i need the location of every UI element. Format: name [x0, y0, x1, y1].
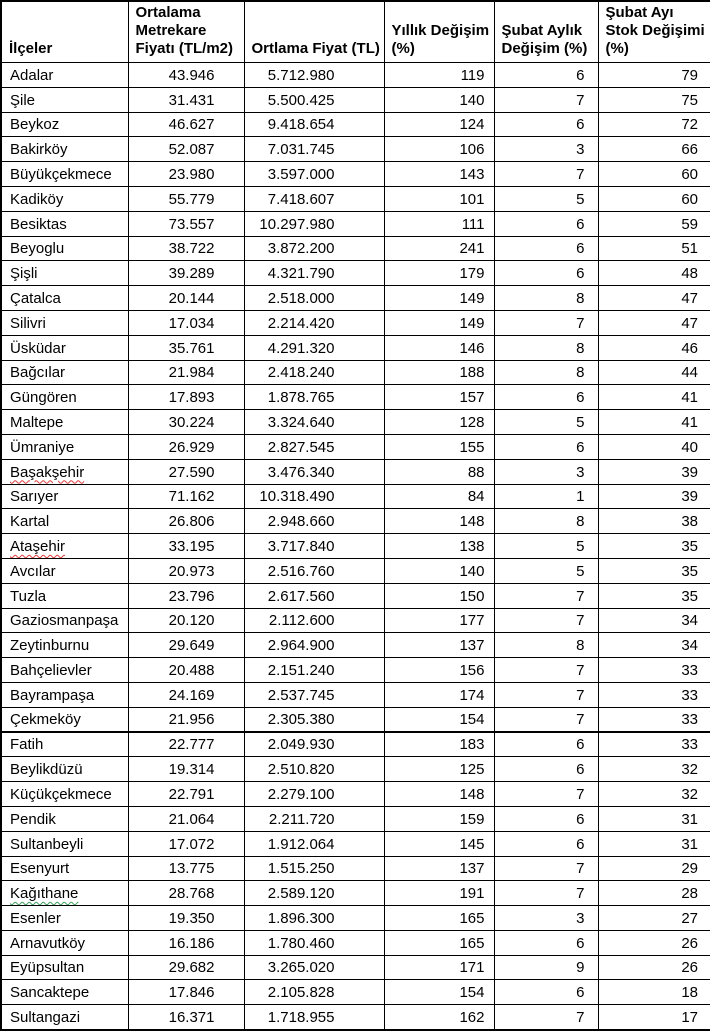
yearly-change-cell: 145 [384, 831, 494, 856]
avg-price-cell: 1.718.955 [244, 1005, 384, 1030]
monthly-change-cell: 7 [494, 682, 598, 707]
m2-price-cell: 26.806 [128, 509, 244, 534]
monthly-change-cell: 6 [494, 112, 598, 137]
stock-change-cell: 18 [598, 980, 710, 1005]
district-name-cell: Silivri [1, 310, 128, 335]
avg-price-cell: 2.537.745 [244, 682, 384, 707]
yearly-change-cell: 183 [384, 732, 494, 757]
table-row [1, 434, 710, 459]
monthly-change-cell: 6 [494, 63, 598, 88]
avg-price-cell: 2.112.600 [244, 608, 384, 633]
stock-change-cell: 46 [598, 335, 710, 360]
monthly-change-cell: 8 [494, 509, 598, 534]
stock-change-cell: 44 [598, 360, 710, 385]
avg-price-cell: 1.896.300 [244, 906, 384, 931]
yearly-change-cell: 171 [384, 955, 494, 980]
stock-change-cell: 66 [598, 137, 710, 162]
avg-price-cell: 2.279.100 [244, 782, 384, 807]
table-row [1, 881, 710, 906]
yearly-change-cell: 119 [384, 63, 494, 88]
district-name-cell: Ataşehir [1, 534, 128, 559]
yearly-change-cell: 149 [384, 310, 494, 335]
avg-price-cell: 1.780.460 [244, 930, 384, 955]
district-name-cell: Bayrampaşa [1, 682, 128, 707]
stock-change-cell: 34 [598, 633, 710, 658]
district-name-cell: Arnavutköy [1, 930, 128, 955]
table-row [1, 534, 710, 559]
stock-change-cell: 34 [598, 608, 710, 633]
m2-price-cell: 26.929 [128, 434, 244, 459]
m2-price-cell: 55.779 [128, 186, 244, 211]
monthly-change-cell: 7 [494, 608, 598, 633]
table-row [1, 286, 710, 311]
stock-change-cell: 26 [598, 930, 710, 955]
monthly-change-cell: 8 [494, 286, 598, 311]
stock-change-cell: 27 [598, 906, 710, 931]
stock-change-cell: 41 [598, 385, 710, 410]
avg-price-cell: 3.872.200 [244, 236, 384, 261]
stock-change-cell: 33 [598, 682, 710, 707]
m2-price-cell: 20.120 [128, 608, 244, 633]
district-name-cell: Eyüpsultan [1, 955, 128, 980]
avg-price-cell: 4.291.320 [244, 335, 384, 360]
table-row [1, 856, 710, 881]
stock-change-cell: 59 [598, 211, 710, 236]
district-name-cell: Esenler [1, 906, 128, 931]
m2-price-cell: 38.722 [128, 236, 244, 261]
district-name-cell: Esenyurt [1, 856, 128, 881]
yearly-change-cell: 150 [384, 583, 494, 608]
m2-price-cell: 20.973 [128, 558, 244, 583]
monthly-change-cell: 8 [494, 633, 598, 658]
stock-change-cell: 35 [598, 558, 710, 583]
yearly-change-cell: 149 [384, 286, 494, 311]
avg-price-cell: 2.617.560 [244, 583, 384, 608]
avg-price-cell: 4.321.790 [244, 261, 384, 286]
district-name-cell: Küçükçekmece [1, 782, 128, 807]
avg-price-cell: 7.031.745 [244, 137, 384, 162]
stock-change-cell: 47 [598, 286, 710, 311]
district-name-cell: Zeytinburnu [1, 633, 128, 658]
yearly-change-cell: 111 [384, 211, 494, 236]
stock-change-cell: 17 [598, 1005, 710, 1030]
avg-price-cell: 10.318.490 [244, 484, 384, 509]
monthly-change-cell: 3 [494, 137, 598, 162]
monthly-change-cell: 7 [494, 856, 598, 881]
table-row [1, 1005, 710, 1030]
table-row [1, 211, 710, 236]
yearly-change-cell: 155 [384, 434, 494, 459]
m2-price-cell: 24.169 [128, 682, 244, 707]
district-name-cell: Sultangazi [1, 1005, 128, 1030]
m2-price-cell: 22.791 [128, 782, 244, 807]
monthly-change-cell: 5 [494, 186, 598, 211]
table-row [1, 410, 710, 435]
m2-price-cell: 17.846 [128, 980, 244, 1005]
district-name-cell: Bahçelievler [1, 658, 128, 683]
stock-change-cell: 26 [598, 955, 710, 980]
monthly-change-cell: 6 [494, 261, 598, 286]
avg-price-cell: 2.049.930 [244, 732, 384, 757]
monthly-change-cell: 7 [494, 707, 598, 732]
district-name-cell: Çekmeköy [1, 707, 128, 732]
yearly-change-cell: 140 [384, 87, 494, 112]
m2-price-cell: 21.956 [128, 707, 244, 732]
monthly-change-cell: 6 [494, 434, 598, 459]
m2-price-cell: 17.072 [128, 831, 244, 856]
monthly-change-cell: 5 [494, 558, 598, 583]
avg-price-cell: 2.151.240 [244, 658, 384, 683]
yearly-change-cell: 138 [384, 534, 494, 559]
m2-price-cell: 28.768 [128, 881, 244, 906]
m2-price-cell: 31.431 [128, 87, 244, 112]
yearly-change-cell: 177 [384, 608, 494, 633]
avg-price-cell: 2.518.000 [244, 286, 384, 311]
stock-change-cell: 35 [598, 534, 710, 559]
yearly-change-cell: 146 [384, 335, 494, 360]
monthly-change-cell: 7 [494, 162, 598, 187]
table-row [1, 782, 710, 807]
avg-price-cell: 5.712.980 [244, 63, 384, 88]
header-row [1, 1, 710, 63]
yearly-change-cell: 148 [384, 782, 494, 807]
district-name-cell: Kartal [1, 509, 128, 534]
avg-price-cell: 2.214.420 [244, 310, 384, 335]
table-row [1, 608, 710, 633]
table-row [1, 87, 710, 112]
district-name-cell: Şişli [1, 261, 128, 286]
table-row [1, 955, 710, 980]
district-name-cell: Üsküdar [1, 335, 128, 360]
district-name-cell: Bağcılar [1, 360, 128, 385]
stock-change-cell: 33 [598, 707, 710, 732]
yearly-change-cell: 165 [384, 906, 494, 931]
yearly-change-cell: 174 [384, 682, 494, 707]
stock-change-cell: 72 [598, 112, 710, 137]
yearly-change-cell: 157 [384, 385, 494, 410]
m2-price-cell: 27.590 [128, 459, 244, 484]
yearly-change-cell: 143 [384, 162, 494, 187]
m2-price-cell: 17.034 [128, 310, 244, 335]
table-row [1, 186, 710, 211]
stock-change-cell: 33 [598, 732, 710, 757]
district-name-cell: Kadiköy [1, 186, 128, 211]
stock-change-cell: 48 [598, 261, 710, 286]
monthly-change-cell: 6 [494, 732, 598, 757]
monthly-change-cell: 3 [494, 906, 598, 931]
district-name-cell: Avcılar [1, 558, 128, 583]
stock-change-cell: 31 [598, 831, 710, 856]
monthly-change-cell: 6 [494, 930, 598, 955]
m2-price-cell: 43.946 [128, 63, 244, 88]
m2-price-cell: 30.224 [128, 410, 244, 435]
yearly-change-cell: 84 [384, 484, 494, 509]
avg-price-cell: 2.964.900 [244, 633, 384, 658]
avg-price-cell: 2.305.380 [244, 707, 384, 732]
monthly-change-cell: 7 [494, 658, 598, 683]
avg-price-cell: 9.418.654 [244, 112, 384, 137]
yearly-change-cell: 241 [384, 236, 494, 261]
yearly-change-cell: 148 [384, 509, 494, 534]
yearly-change-cell: 165 [384, 930, 494, 955]
stock-change-cell: 75 [598, 87, 710, 112]
monthly-change-cell: 3 [494, 459, 598, 484]
m2-price-cell: 21.984 [128, 360, 244, 385]
district-name-cell: Sultanbeyli [1, 831, 128, 856]
table-row [1, 509, 710, 534]
table-row [1, 658, 710, 683]
monthly-change-cell: 7 [494, 583, 598, 608]
monthly-change-cell: 6 [494, 236, 598, 261]
avg-price-cell: 3.597.000 [244, 162, 384, 187]
district-name-cell: Gaziosmanpaşa [1, 608, 128, 633]
m2-price-cell: 13.775 [128, 856, 244, 881]
table-row [1, 484, 710, 509]
table-row [1, 360, 710, 385]
district-name-cell: Tuzla [1, 583, 128, 608]
yearly-change-cell: 154 [384, 707, 494, 732]
yearly-change-cell: 88 [384, 459, 494, 484]
stock-change-cell: 39 [598, 459, 710, 484]
district-name-cell: Beyoglu [1, 236, 128, 261]
district-name-cell: Bakirköy [1, 137, 128, 162]
avg-price-cell: 3.324.640 [244, 410, 384, 435]
table-row [1, 63, 710, 88]
table-row [1, 930, 710, 955]
table-row [1, 335, 710, 360]
district-name-cell: Çatalca [1, 286, 128, 311]
yearly-change-cell: 188 [384, 360, 494, 385]
yearly-change-cell: 128 [384, 410, 494, 435]
monthly-change-cell: 6 [494, 831, 598, 856]
yearly-change-cell: 162 [384, 1005, 494, 1030]
district-name-cell: Adalar [1, 63, 128, 88]
m2-price-cell: 39.289 [128, 261, 244, 286]
district-name-cell: Ümraniye [1, 434, 128, 459]
stock-change-cell: 41 [598, 410, 710, 435]
m2-price-cell: 19.314 [128, 757, 244, 782]
stock-change-cell: 28 [598, 881, 710, 906]
table-row [1, 236, 710, 261]
avg-price-cell: 3.476.340 [244, 459, 384, 484]
avg-price-cell: 2.105.828 [244, 980, 384, 1005]
m2-price-cell: 29.649 [128, 633, 244, 658]
table-row [1, 633, 710, 658]
monthly-change-cell: 6 [494, 211, 598, 236]
avg-price-cell: 1.912.064 [244, 831, 384, 856]
stock-change-cell: 32 [598, 782, 710, 807]
avg-price-cell: 2.211.720 [244, 806, 384, 831]
yearly-change-cell: 137 [384, 856, 494, 881]
table-row [1, 385, 710, 410]
m2-price-cell: 73.557 [128, 211, 244, 236]
table-row [1, 310, 710, 335]
yearly-change-cell: 179 [384, 261, 494, 286]
district-name-cell: Sancaktepe [1, 980, 128, 1005]
stock-change-cell: 79 [598, 63, 710, 88]
yearly-change-cell: 156 [384, 658, 494, 683]
column-header-districts: İlçeler [1, 1, 128, 63]
m2-price-cell: 21.064 [128, 806, 244, 831]
m2-price-cell: 52.087 [128, 137, 244, 162]
monthly-change-cell: 6 [494, 757, 598, 782]
table-row [1, 682, 710, 707]
stock-change-cell: 29 [598, 856, 710, 881]
monthly-change-cell: 7 [494, 782, 598, 807]
stock-change-cell: 47 [598, 310, 710, 335]
avg-price-cell: 2.948.660 [244, 509, 384, 534]
table-row [1, 980, 710, 1005]
m2-price-cell: 20.488 [128, 658, 244, 683]
m2-price-cell: 23.796 [128, 583, 244, 608]
district-name-cell: Fatih [1, 732, 128, 757]
yearly-change-cell: 106 [384, 137, 494, 162]
column-header-avg-price: Ortlama Fiyat (TL) [244, 1, 384, 63]
avg-price-cell: 2.516.760 [244, 558, 384, 583]
table-row [1, 261, 710, 286]
m2-price-cell: 23.980 [128, 162, 244, 187]
district-name-cell: Pendik [1, 806, 128, 831]
avg-price-cell: 2.510.820 [244, 757, 384, 782]
m2-price-cell: 16.371 [128, 1005, 244, 1030]
yearly-change-cell: 154 [384, 980, 494, 1005]
monthly-change-cell: 8 [494, 360, 598, 385]
stock-change-cell: 35 [598, 583, 710, 608]
yearly-change-cell: 159 [384, 806, 494, 831]
m2-price-cell: 33.195 [128, 534, 244, 559]
monthly-change-cell: 6 [494, 806, 598, 831]
avg-price-cell: 1.515.250 [244, 856, 384, 881]
monthly-change-cell: 5 [494, 410, 598, 435]
district-name-cell: Kağıthane [1, 881, 128, 906]
table-row [1, 732, 710, 757]
table-row [1, 459, 710, 484]
monthly-change-cell: 7 [494, 1005, 598, 1030]
column-header-monthly-change: Şubat Aylık Değişim (%) [494, 1, 598, 63]
stock-change-cell: 60 [598, 186, 710, 211]
avg-price-cell: 1.878.765 [244, 385, 384, 410]
yearly-change-cell: 124 [384, 112, 494, 137]
district-name-cell: Güngören [1, 385, 128, 410]
district-name-cell: Büyükçekmece [1, 162, 128, 187]
column-header-m2-price: Ortalama Metrekare Fiyatı (TL/m2) [128, 1, 244, 63]
avg-price-cell: 10.297.980 [244, 211, 384, 236]
stock-change-cell: 51 [598, 236, 710, 261]
monthly-change-cell: 5 [494, 534, 598, 559]
yearly-change-cell: 191 [384, 881, 494, 906]
avg-price-cell: 5.500.425 [244, 87, 384, 112]
table-row [1, 112, 710, 137]
m2-price-cell: 17.893 [128, 385, 244, 410]
m2-price-cell: 22.777 [128, 732, 244, 757]
table-row [1, 583, 710, 608]
avg-price-cell: 2.589.120 [244, 881, 384, 906]
m2-price-cell: 16.186 [128, 930, 244, 955]
column-header-stock-change: Şubat Ayı Stok Değişimi (%) [598, 1, 710, 63]
monthly-change-cell: 6 [494, 385, 598, 410]
avg-price-cell: 2.418.240 [244, 360, 384, 385]
avg-price-cell: 3.717.840 [244, 534, 384, 559]
monthly-change-cell: 6 [494, 980, 598, 1005]
m2-price-cell: 20.144 [128, 286, 244, 311]
monthly-change-cell: 1 [494, 484, 598, 509]
m2-price-cell: 29.682 [128, 955, 244, 980]
table-row [1, 806, 710, 831]
table-row [1, 707, 710, 732]
table-row [1, 757, 710, 782]
district-name-cell: Beykoz [1, 112, 128, 137]
stock-change-cell: 39 [598, 484, 710, 509]
m2-price-cell: 19.350 [128, 906, 244, 931]
district-name-cell: Şile [1, 87, 128, 112]
avg-price-cell: 7.418.607 [244, 186, 384, 211]
yearly-change-cell: 140 [384, 558, 494, 583]
stock-change-cell: 32 [598, 757, 710, 782]
m2-price-cell: 71.162 [128, 484, 244, 509]
district-name-cell: Başakşehir [1, 459, 128, 484]
table-row [1, 162, 710, 187]
monthly-change-cell: 7 [494, 881, 598, 906]
yearly-change-cell: 125 [384, 757, 494, 782]
monthly-change-cell: 9 [494, 955, 598, 980]
yearly-change-cell: 101 [384, 186, 494, 211]
table-row [1, 137, 710, 162]
m2-price-cell: 46.627 [128, 112, 244, 137]
avg-price-cell: 2.827.545 [244, 434, 384, 459]
column-header-yearly-change: Yıllık Değişim (%) [384, 1, 494, 63]
m2-price-cell: 35.761 [128, 335, 244, 360]
stock-change-cell: 60 [598, 162, 710, 187]
district-name-cell: Besiktas [1, 211, 128, 236]
table-row [1, 906, 710, 931]
monthly-change-cell: 7 [494, 310, 598, 335]
monthly-change-cell: 7 [494, 87, 598, 112]
stock-change-cell: 40 [598, 434, 710, 459]
district-name-cell: Maltepe [1, 410, 128, 435]
stock-change-cell: 31 [598, 806, 710, 831]
stock-change-cell: 33 [598, 658, 710, 683]
stock-change-cell: 38 [598, 509, 710, 534]
district-name-cell: Sarıyer [1, 484, 128, 509]
table-row [1, 831, 710, 856]
avg-price-cell: 3.265.020 [244, 955, 384, 980]
table-body [1, 63, 710, 1030]
yearly-change-cell: 137 [384, 633, 494, 658]
table-row [1, 558, 710, 583]
district-name-cell: Beylikdüzü [1, 757, 128, 782]
monthly-change-cell: 8 [494, 335, 598, 360]
